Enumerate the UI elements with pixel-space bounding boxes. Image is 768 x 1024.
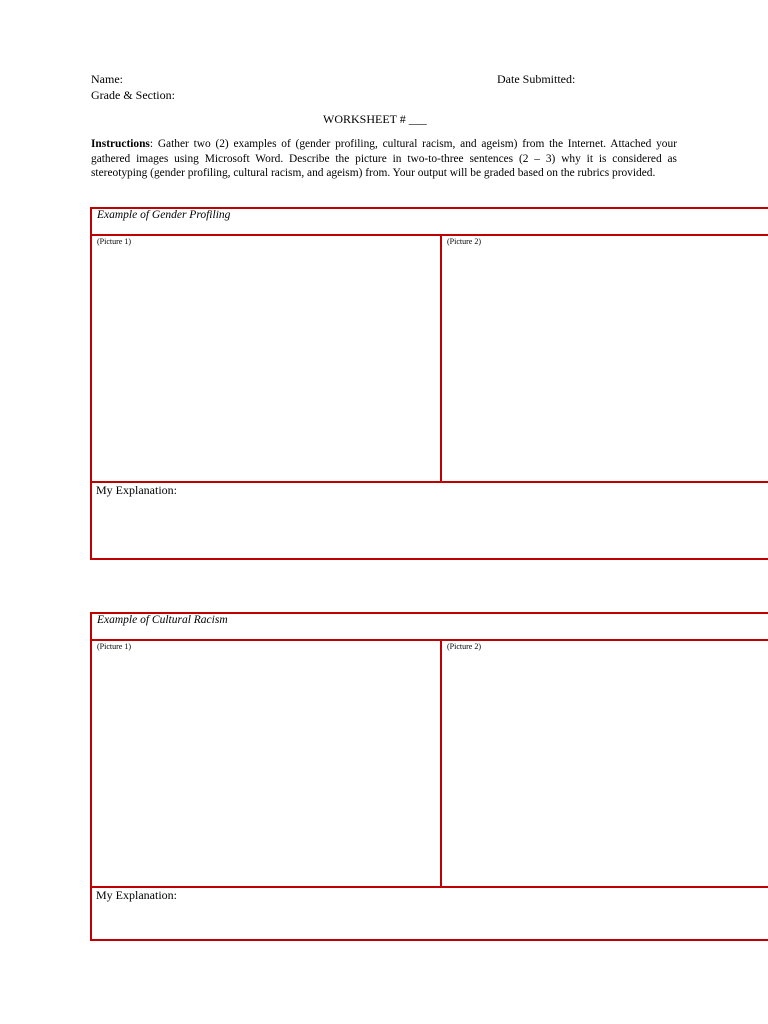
explanation-label: My Explanation: <box>96 483 177 497</box>
grade-section-label: Grade & Section: <box>91 88 175 102</box>
section-title: Example of Gender Profiling <box>97 209 231 221</box>
explanation-label: My Explanation: <box>96 888 177 902</box>
picture-2-box[interactable] <box>440 639 768 888</box>
picture-2-box[interactable] <box>440 234 768 483</box>
date-submitted-label: Date Submitted: <box>497 72 576 86</box>
instructions-body: : Gather two (2) examples of (gender profiling, cultural racism, and ageism) from the Internet. Attached your gathered images using Microsoft Word. Describe the picture in two-to-three sentences (2 – 3) why it is considered as stereotyping (gender profiling, cultural racism, and ageism) from. Your output will be graded based on the rubrics provided. <box>91 138 677 180</box>
instructions-lead: Instructions <box>91 138 150 150</box>
worksheet-title: WORKSHEET # ___ <box>323 112 427 126</box>
picture-1-label: (Picture 1) <box>97 237 131 246</box>
picture-1-box[interactable] <box>90 639 442 888</box>
name-label: Name: <box>91 72 123 86</box>
section-title: Example of Cultural Racism <box>97 614 228 626</box>
instructions-paragraph <box>91 137 677 181</box>
section-cultural-racism <box>90 612 768 941</box>
picture-1-box[interactable] <box>90 234 442 483</box>
picture-2-label: (Picture 2) <box>447 237 481 246</box>
picture-1-label: (Picture 1) <box>97 642 131 651</box>
explanation-box[interactable] <box>90 886 768 941</box>
explanation-box[interactable] <box>90 481 768 560</box>
picture-2-label: (Picture 2) <box>447 642 481 651</box>
section-gender-profiling <box>90 207 768 560</box>
